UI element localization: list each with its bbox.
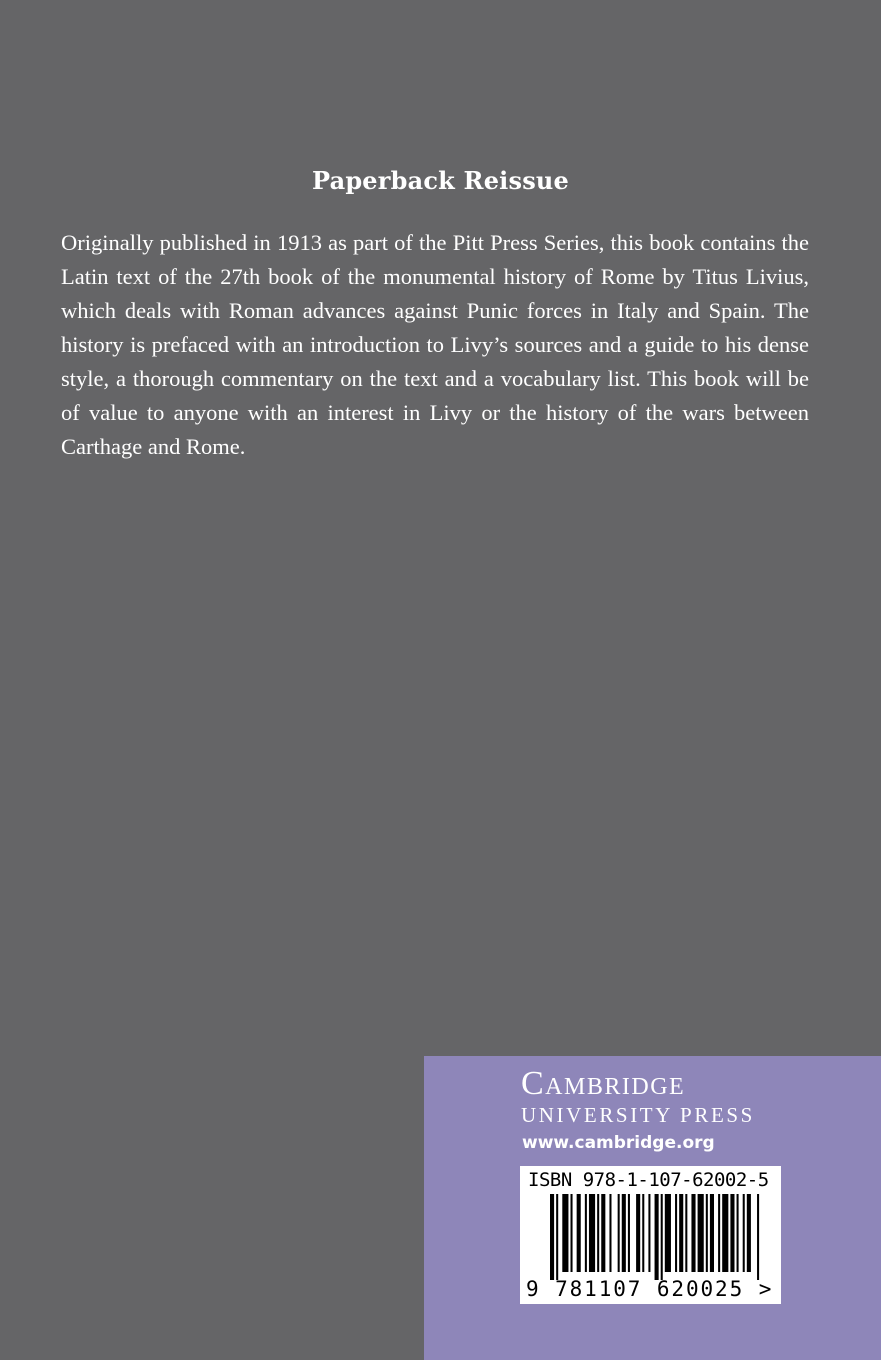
barcode-bar	[685, 1194, 687, 1272]
barcode-bar	[665, 1194, 671, 1272]
barcode-bar	[556, 1194, 558, 1280]
barcode-digits: 9 781107 620025 >	[526, 1277, 774, 1301]
isbn-label: ISBN 978-1-107-62002-5	[528, 1169, 769, 1191]
barcode-bar	[550, 1194, 554, 1280]
publisher-panel	[424, 1056, 881, 1360]
barcode-bar	[691, 1194, 695, 1272]
barcode-bar	[609, 1194, 611, 1272]
barcode-bar	[562, 1194, 568, 1272]
barcode-bar	[747, 1194, 751, 1272]
barcode-bar	[636, 1194, 640, 1272]
barcode-bar	[597, 1194, 599, 1272]
publisher-name-line1: Cambridge	[521, 1065, 686, 1102]
barcode-bar	[577, 1194, 581, 1272]
barcode-bar	[571, 1194, 573, 1272]
barcode-bar	[718, 1194, 720, 1272]
barcode-bar	[675, 1194, 677, 1272]
barcode-bar	[661, 1194, 663, 1280]
barcode-bar	[710, 1194, 714, 1272]
barcode-bar	[679, 1194, 683, 1272]
publisher-website: www.cambridge.org	[522, 1133, 715, 1153]
publisher-name-line2: UNIVERSITY PRESS	[521, 1103, 755, 1127]
barcode-bar	[757, 1194, 759, 1280]
barcode-bar	[730, 1194, 734, 1272]
publisher-logo	[521, 1064, 781, 1126]
barcode-bar	[648, 1194, 650, 1272]
barcode-bar	[589, 1194, 595, 1272]
barcode-bar	[655, 1194, 659, 1280]
barcode-bar	[618, 1194, 620, 1272]
barcode-bar	[622, 1194, 626, 1272]
barcode-bar	[737, 1194, 739, 1272]
barcode-bar	[698, 1194, 704, 1272]
book-description: Originally published in 1913 as part of the Pitt Press Series, this book contains the Latin text of the 27th book of the monumental history of Rome by Titus Livius, which deals with Roman advances against Punic forces in Italy and Spain. The history is prefaced with an introduction to Livy’s sources and a guide to his dense style, a thorough commentary on the text and a vocabulary list. This book will be of value to anyone with an interest in Livy or the history of the wars between Carthage and Rome.	[61, 230, 809, 459]
barcode-bar	[722, 1194, 728, 1272]
barcode-bar	[706, 1194, 708, 1272]
isbn-barcode	[520, 1166, 781, 1304]
reissue-heading: Paperback Reissue	[311, 166, 570, 195]
barcode-bar	[628, 1194, 630, 1272]
barcode-bar	[743, 1194, 745, 1272]
barcode-bar	[601, 1194, 605, 1272]
barcode-bar	[585, 1194, 587, 1272]
barcode-bar	[642, 1194, 644, 1272]
